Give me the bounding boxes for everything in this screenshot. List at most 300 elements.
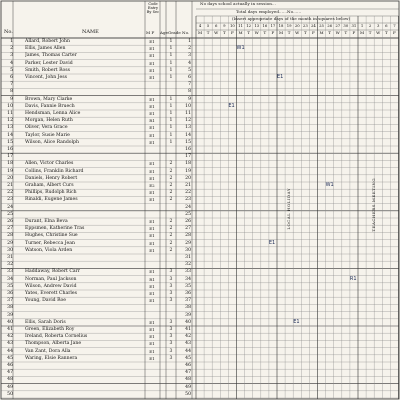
grade-value: 1 <box>169 39 173 44</box>
grade-value: 1 <box>169 139 173 145</box>
entry-code: E1 <box>149 319 155 325</box>
entry-code: E1 <box>149 247 155 253</box>
student-name: Davis, Fannie Bruech <box>25 103 75 109</box>
entry-code: E1 <box>149 298 155 304</box>
row-number-right: 42 <box>185 334 191 340</box>
row-number-right: 2 <box>188 46 191 52</box>
grade-value <box>167 369 175 376</box>
row-number: 38 <box>7 305 13 311</box>
student-name: Vincent, John Jess <box>25 75 67 80</box>
grade-value: 3 <box>169 291 173 296</box>
student-name: Turner, Rebecca Jean <box>25 240 75 246</box>
row-number: 50 <box>7 391 13 397</box>
day-number: 4 <box>198 23 202 28</box>
header-instruction-line: (Insert appropriate days of the month in squares below) <box>232 16 351 21</box>
row-number: 28 <box>7 233 13 239</box>
grade-value: 3 <box>169 355 173 361</box>
student-name: Allard, Robert John <box>25 39 70 44</box>
row-number: 39 <box>7 312 13 318</box>
row-number: 18 <box>7 161 13 167</box>
student-name: Daniels, Henry Robert <box>25 175 78 181</box>
row-number: 24 <box>7 204 13 210</box>
day-number: 24 <box>311 23 316 28</box>
col-name-header: NAME <box>82 29 99 35</box>
day-number: 23 <box>302 23 308 28</box>
student-name: Haddaway, Robert Carr <box>25 269 80 275</box>
weekday-letter: W <box>295 30 300 35</box>
weekday-letter: F <box>312 30 315 35</box>
student-name: Parker, Lester David <box>25 60 73 66</box>
day-number: 25 <box>319 23 324 28</box>
row-number-right: 4 <box>188 60 191 66</box>
student-name: Young, David Roe <box>25 298 67 304</box>
grade-value: 3 <box>169 327 173 332</box>
entry-code <box>146 362 158 369</box>
student-name <box>25 369 143 376</box>
weekday-letter: T <box>304 30 307 35</box>
student-name <box>25 312 143 319</box>
row-number-right: 10 <box>185 103 191 109</box>
row-number: 44 <box>7 348 13 354</box>
row-number-right: 19 <box>185 168 191 174</box>
entry-code: R1 <box>149 276 155 282</box>
row-number-right: 9 <box>188 96 191 102</box>
row-number-right: 25 <box>185 211 191 217</box>
weekday-letter: T <box>385 30 388 35</box>
row-number-right: 35 <box>185 283 191 289</box>
row-number-right: 24 <box>185 204 191 210</box>
row-number-right: 33 <box>185 269 191 275</box>
row-number-right: 8 <box>188 89 191 95</box>
student-name: Eppsmen, Katherine Tras <box>25 226 85 232</box>
grade-value <box>167 204 175 211</box>
grade-value: 3 <box>169 283 173 289</box>
grade-value <box>167 362 175 369</box>
student-name <box>25 391 143 398</box>
student-name: Ellis, Sarah Doris <box>25 319 66 325</box>
weekday-letter: T <box>263 30 267 35</box>
weekday-letter: F <box>393 30 396 35</box>
day-number: 7 <box>393 23 396 28</box>
student-name: Ellis, James Allen <box>25 46 66 52</box>
row-number: 49 <box>7 384 13 390</box>
row-number: 9 <box>10 96 13 102</box>
row-number: 43 <box>7 341 13 347</box>
row-number-right: 26 <box>185 219 191 224</box>
entry-code: E1 <box>149 327 155 332</box>
entry-code <box>146 153 158 160</box>
attendance-mark: E1 <box>268 239 276 246</box>
student-name: Taylor, Susie Marie <box>25 132 70 138</box>
row-number: 46 <box>7 363 13 368</box>
student-name <box>25 304 143 311</box>
entry-code: E1 <box>149 226 155 232</box>
attendance-mark: E1 <box>293 318 300 325</box>
row-number-right: 34 <box>185 276 191 282</box>
row-number-right: 31 <box>185 255 191 260</box>
teachers-meeting-label: TEACHERS MEETING <box>371 178 376 232</box>
student-name: Durant, Elna Beva <box>25 219 68 224</box>
day-number: 10 <box>230 23 235 28</box>
row-number-right: 48 <box>185 377 191 383</box>
grade-value <box>167 304 175 311</box>
entry-code <box>146 261 158 268</box>
grade-value: 2 <box>169 219 173 224</box>
grade-value: 2 <box>169 233 173 239</box>
student-name <box>25 81 143 88</box>
row-number: 8 <box>10 89 13 95</box>
entry-code: E1 <box>149 341 155 347</box>
grade-value: 1 <box>169 118 173 124</box>
student-name <box>25 146 143 153</box>
grade-value: 1 <box>169 75 173 80</box>
day-number: 18 <box>278 23 284 28</box>
entry-code: E1 <box>149 190 155 196</box>
student-name: Waring, Elsie Rannera <box>25 355 78 361</box>
entry-code: E1 <box>149 139 155 145</box>
student-name: Thompson, Alberta Jane <box>25 341 82 347</box>
grade-value <box>167 384 175 391</box>
student-name: Oliver, Vera Grace <box>25 125 68 131</box>
row-number-right: 36 <box>185 291 191 296</box>
grade-value: 1 <box>169 96 173 102</box>
attendance-mark: E1 <box>277 74 284 80</box>
entry-code <box>146 81 158 88</box>
row-number-right: 15 <box>185 139 191 145</box>
col-age-header: Age <box>160 30 169 35</box>
student-name: Watson, Viola Arden <box>25 247 73 253</box>
row-number-right: 41 <box>185 327 191 332</box>
day-number: 12 <box>246 23 252 28</box>
row-number-right: 28 <box>185 233 191 239</box>
student-name: Hendsman, Lenna Alice <box>25 111 81 116</box>
weekday-letter: W <box>335 30 340 35</box>
row-number-right: 30 <box>185 247 191 253</box>
student-name: Smith, Robert Ross <box>25 67 71 73</box>
grade-value: 1 <box>169 53 173 59</box>
grade-value: 2 <box>169 247 173 253</box>
day-number: 20 <box>294 23 300 28</box>
row-number-right: 13 <box>185 125 191 131</box>
student-name <box>25 376 143 383</box>
grade-value: 1 <box>169 103 173 109</box>
row-number: 6 <box>10 75 13 80</box>
student-name: Wilson, Alice Randolph <box>25 139 79 145</box>
row-number: 12 <box>7 118 13 124</box>
row-number: 40 <box>7 319 13 325</box>
grade-value: 2 <box>169 197 173 203</box>
weekday-letter: F <box>352 30 356 35</box>
row-number: 20 <box>7 175 13 181</box>
entry-code <box>146 369 158 376</box>
row-number-right: 38 <box>185 305 191 311</box>
attendance-mark: W1 <box>325 182 334 188</box>
weekday-letter: T <box>328 30 331 35</box>
row-number-right: 43 <box>185 341 191 347</box>
grade-value <box>167 254 175 261</box>
col-grade-header: Grade <box>168 30 181 35</box>
entry-code: E1 <box>149 53 155 59</box>
weekday-letter: M <box>238 30 243 35</box>
row-number: 3 <box>10 53 13 59</box>
student-name: Norman, Paul Jackson <box>25 276 77 282</box>
grade-value <box>167 391 175 398</box>
row-number: 27 <box>7 226 13 232</box>
grade-value: 2 <box>169 168 173 174</box>
row-number: 33 <box>7 269 13 275</box>
row-number: 15 <box>7 139 13 145</box>
day-number: 5 <box>206 23 210 28</box>
student-name <box>25 88 143 95</box>
row-number-right: 7 <box>188 82 191 88</box>
row-number: 22 <box>7 190 13 196</box>
grade-value: 3 <box>169 298 173 304</box>
row-number-right: 47 <box>185 370 191 376</box>
student-name: Allen, Victor Charles <box>25 161 74 167</box>
row-number: 30 <box>7 247 13 253</box>
student-name <box>25 254 143 261</box>
row-number-right: 16 <box>185 147 191 152</box>
row-number: 21 <box>7 183 13 188</box>
student-name: Rinaldi, Eugene James <box>25 197 78 203</box>
entry-code <box>146 384 158 391</box>
row-number-right: 44 <box>185 348 191 354</box>
header-employed-line: Total days employed......No...... <box>236 9 302 14</box>
grade-value <box>167 312 175 319</box>
entry-code: E1 <box>149 269 155 275</box>
row-number-right: 50 <box>185 391 191 397</box>
row-number: 7 <box>10 82 13 88</box>
entry-code: E1 <box>149 132 155 138</box>
weekday-letter: T <box>287 30 291 35</box>
student-name: Morgan, Helen Ruth <box>25 118 73 124</box>
grade-value <box>167 153 175 160</box>
entry-code: E1 <box>149 240 155 246</box>
row-number-right: 3 <box>188 53 191 59</box>
grade-value <box>167 88 175 95</box>
grade-value: 2 <box>169 190 173 196</box>
row-number-right: 20 <box>185 175 191 181</box>
student-name: Collins, Franklin Richard <box>25 168 84 174</box>
entry-code <box>146 88 158 95</box>
entry-code: E1 <box>149 75 155 80</box>
weekday-letter: W <box>376 30 381 35</box>
grade-value: 1 <box>169 60 173 66</box>
entry-code: E1 <box>149 96 155 102</box>
row-number: 5 <box>10 67 13 73</box>
grade-value: 2 <box>169 161 173 167</box>
row-number: 45 <box>7 355 13 361</box>
grade-value: 1 <box>169 46 173 52</box>
entry-code: E1 <box>149 39 155 44</box>
grade-value: 2 <box>169 226 173 232</box>
day-number: 19 <box>286 23 292 28</box>
row-number: 17 <box>7 154 13 160</box>
weekday-letter: M <box>359 30 365 35</box>
row-number: 13 <box>7 125 13 131</box>
grade-value: 3 <box>169 276 173 282</box>
entry-code <box>146 254 158 261</box>
row-number: 23 <box>7 197 13 203</box>
header-session-line: No days school actually in session... <box>200 1 276 6</box>
grade-value <box>167 376 175 383</box>
entry-code: E1 <box>149 233 155 239</box>
weekday-letter: T <box>247 30 250 35</box>
entry-code: E1 <box>149 168 155 174</box>
entry-code: E1 <box>149 197 155 203</box>
grade-value <box>167 261 175 268</box>
col-mf-header: M F <box>146 30 155 35</box>
student-name <box>25 204 143 211</box>
row-number: 36 <box>7 291 13 296</box>
grade-value <box>167 81 175 88</box>
row-number: 26 <box>7 219 13 224</box>
row-number-right: 27 <box>185 226 191 232</box>
weekday-letter: W <box>254 30 259 35</box>
day-number: 3 <box>377 23 380 28</box>
student-name: Brown, Mary Clarke <box>25 96 73 102</box>
grade-value: 3 <box>169 334 173 340</box>
row-number: 42 <box>7 334 13 340</box>
col-code-header: Code Entry By Sec <box>146 2 160 15</box>
day-number: 6 <box>215 23 218 28</box>
entry-code <box>146 204 158 211</box>
student-name <box>25 384 143 391</box>
entry-code: E1 <box>149 60 155 66</box>
row-number: 35 <box>7 283 13 289</box>
row-number-right: 5 <box>188 67 191 73</box>
weekday-letter: M <box>278 30 284 35</box>
day-number: 11 <box>238 23 243 28</box>
entry-code <box>146 312 158 319</box>
weekday-letter: T <box>368 30 372 35</box>
grade-value <box>167 146 175 153</box>
student-name: Green, Elizabeth Roy <box>25 327 75 332</box>
entry-code: E1 <box>149 348 155 354</box>
weekday-letter: T <box>223 30 226 35</box>
attendance-mark: E1 <box>228 102 235 109</box>
attendance-mark: W1 <box>236 45 245 52</box>
row-number: 1 <box>10 39 13 44</box>
day-number: 1 <box>360 23 364 28</box>
row-number: 29 <box>7 240 13 246</box>
row-number-right: 17 <box>185 154 191 160</box>
weekday-letter: T <box>206 30 210 35</box>
row-number: 32 <box>7 262 13 268</box>
day-number: 2 <box>368 23 372 28</box>
day-number: 27 <box>335 23 341 28</box>
entry-code: E2 <box>149 183 155 188</box>
entry-code: E1 <box>149 283 155 289</box>
col-no2-header: No. <box>182 30 190 35</box>
row-number: 47 <box>7 370 13 376</box>
entry-code: E1 <box>149 46 155 52</box>
attendance-mark: R1 <box>349 275 357 282</box>
student-name: James, Thomas Carter <box>25 53 77 59</box>
entry-code: R1 <box>149 118 155 124</box>
grade-value: 1 <box>169 67 173 73</box>
student-name <box>25 362 143 369</box>
day-number: 13 <box>254 23 260 28</box>
day-number: 31 <box>351 23 357 28</box>
row-number-right: 39 <box>185 312 191 318</box>
local-holiday-label: LOCAL HOLIDAY <box>286 188 291 230</box>
grade-value: 2 <box>169 183 173 188</box>
student-name <box>25 153 143 160</box>
day-number: 9 <box>223 23 226 28</box>
student-name: Graham, Albert Curs <box>25 183 74 188</box>
grade-value: 2 <box>169 240 173 246</box>
grade-value: 1 <box>169 111 173 116</box>
day-number: 30 <box>343 23 349 28</box>
day-number: 26 <box>327 23 333 28</box>
row-number: 11 <box>7 111 13 116</box>
entry-code <box>146 211 158 218</box>
row-number: 34 <box>7 276 13 282</box>
student-name: Hughes, Christine Sue <box>25 233 78 239</box>
weekday-letter: M <box>319 30 324 35</box>
entry-code <box>146 304 158 311</box>
entry-code: E1 <box>149 111 155 116</box>
row-number-right: 18 <box>185 161 191 167</box>
grade-value: 2 <box>169 175 173 181</box>
grade-value: 3 <box>169 341 173 347</box>
grade-value: 1 <box>169 125 173 131</box>
weekday-letter: F <box>231 30 234 35</box>
row-number: 37 <box>7 298 13 304</box>
entry-code <box>146 376 158 383</box>
row-number-right: 14 <box>185 132 191 138</box>
row-number-right: 49 <box>185 384 191 390</box>
student-name: Ireland, Roberta Cornelius <box>25 334 88 340</box>
day-number: 6 <box>385 23 388 28</box>
day-number: 16 <box>262 23 268 28</box>
entry-code: E1 <box>149 175 155 181</box>
grade-value: 3 <box>169 348 173 354</box>
entry-code: E1 <box>149 334 155 340</box>
row-number-right: 1 <box>188 39 191 44</box>
weekday-letter: T <box>344 30 348 35</box>
entry-code: E1 <box>149 161 155 167</box>
row-number-right: 11 <box>185 111 191 116</box>
row-number-right: 21 <box>185 183 191 188</box>
student-name: Wilson, Andrew David <box>25 283 77 289</box>
row-number: 2 <box>10 46 13 52</box>
entry-code: E1 <box>149 67 155 73</box>
day-number: 17 <box>270 23 276 28</box>
row-number-right: 45 <box>185 355 191 361</box>
student-name <box>25 261 143 268</box>
row-number-right: 40 <box>185 319 191 325</box>
col-no-header: No. <box>4 29 13 35</box>
student-name: Van Zant, Dora Alla <box>25 348 71 354</box>
row-number-right: 32 <box>185 262 191 268</box>
grade-value: 3 <box>169 319 173 325</box>
row-number-right: 12 <box>185 118 191 124</box>
row-number-right: 37 <box>185 298 191 304</box>
row-number-right: 46 <box>185 363 191 368</box>
entry-code <box>146 146 158 153</box>
row-number: 48 <box>7 377 13 383</box>
entry-code: E1 <box>149 355 155 361</box>
entry-code: E1 <box>149 219 155 224</box>
entry-code <box>146 391 158 398</box>
entry-code: E1 <box>149 103 155 109</box>
grade-value <box>167 211 175 218</box>
row-number: 16 <box>7 147 13 152</box>
entry-code: E1 <box>149 125 155 131</box>
student-name: Yates, Everett Charles <box>25 291 77 296</box>
